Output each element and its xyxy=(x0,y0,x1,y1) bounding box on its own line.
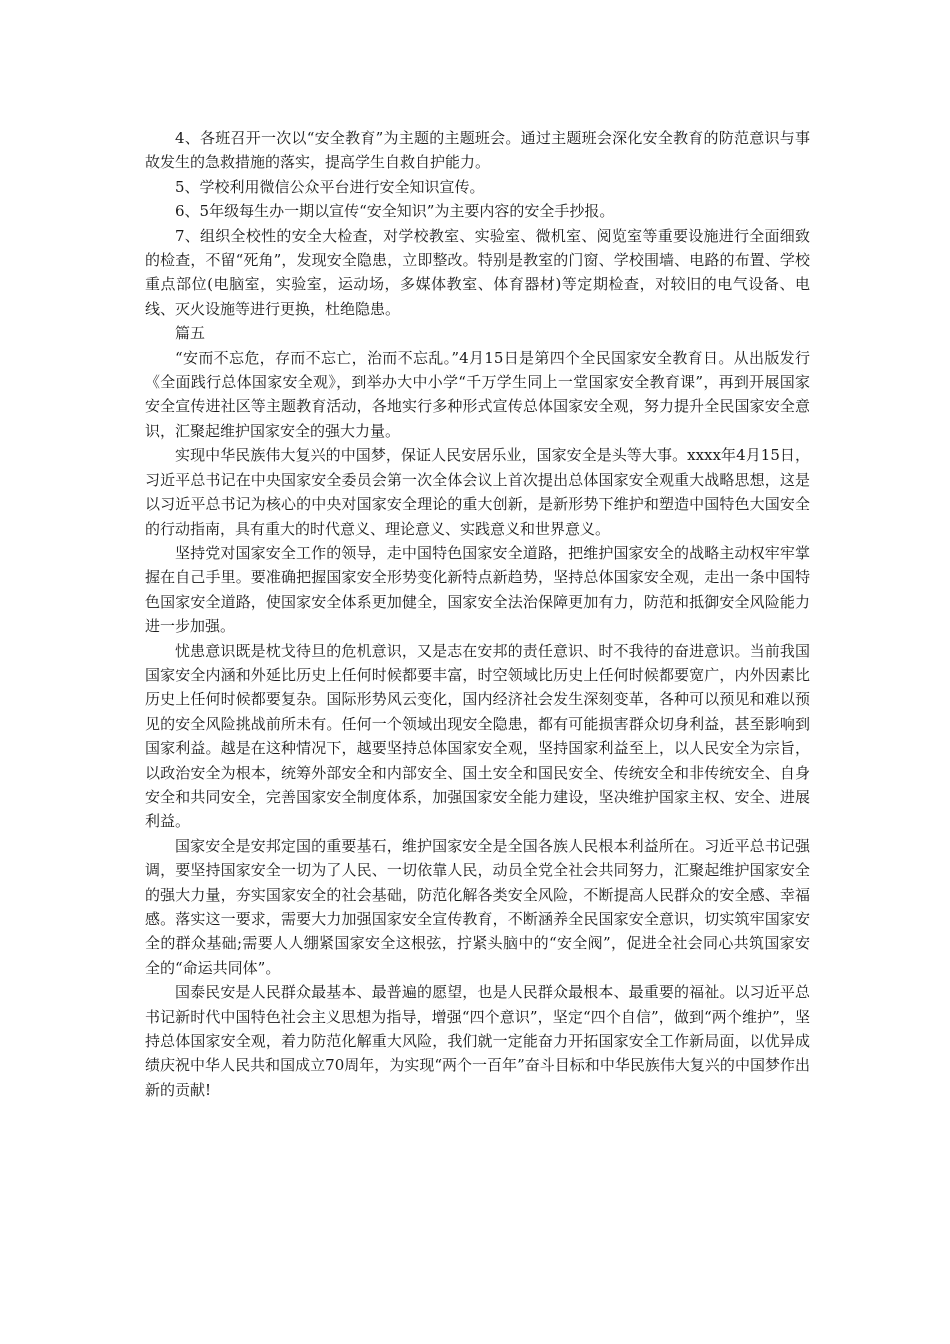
section-paragraph-6: 国泰民安是人民群众最基本、最普遍的愿望，也是人民群众最根本、最重要的福祉。以习近平总书记新时代中国特色社会主义思想为指导，增强“四个意识”，坚定“四个自信”，做到“两个维护”，坚持总体国家安全观，着力防范化解重大风险，我们就一定能奋力开拓国家安全工作新局面，以优异成绩庆祝中华人民共和国成立70周年，为实现“两个一百年”奋斗目标和中华民族伟大复兴的中国梦作出新的贡献! xyxy=(145,983,810,1099)
document-body xyxy=(145,126,810,1102)
section-paragraph-1: “安而不忘危，存而不忘亡，治而不忘乱。”4月15日是第四个全民国家安全教育日。从出版发行《全面践行总体国家安全观》，到举办大中小学“千万学生同上一堂国家安全教育课”，再到开展国家安全宣传进社区等主题教育活动，各地实行多种形式宣传总体国家安全观，努力提升全民国家安全意识，汇聚起维护国家安全的强大力量。 xyxy=(145,348,810,440)
section-paragraph-3: 坚持党对国家安全工作的领导，走中国特色国家安全道路，把维护国家安全的战略主动权牢牢掌握在自己手里。要准确把握国家安全形势变化新特点新趋势，坚持总体国家安全观，走出一条中国特色国家安全道路，使国家安全体系更加健全，国家安全法治保障更加有力，防范和抵御安全风险能力进一步加强。 xyxy=(145,543,810,636)
paragraph-item-6: 6、5年级每生办一期以宣传“安全知识”为主要内容的安全手抄报。 xyxy=(175,202,615,221)
paragraph-item-4: 4、各班召开一次以“安全教育”为主题的主题班会。通过主题班会深化安全教育的防范意识与事故发生的急救措施的落实，提高学生自救自护能力。 xyxy=(145,129,810,172)
section-paragraph-5: 国家安全是安邦定国的重要基石，维护国家安全是全国各族人民根本利益所在。习近平总书记强调，要坚持国家安全一切为了人民、一切依靠人民，动员全党全社会共同努力，汇聚起维护国家安全的强大力量，夯实国家安全的社会基础，防范化解各类安全风险，不断提高人民群众的安全感、幸福感。落实这一要求，需要大力加强国家安全宣传教育，不断涵养全民国家安全意识，切实筑牢国家安全的群众基础;需要人人绷紧国家安全这根弦，拧紧头脑中的“安全阀”，促进全社会同心共筑国家安全的“命运共同体”。 xyxy=(145,836,810,977)
section-paragraph-2: 实现中华民族伟大复兴的中国梦，保证人民安居乐业，国家安全是头等大事。xxxx年4月15日，习近平总书记在中央国家安全委员会第一次全体会议上首次提出总体国家安全观重大战略思想，这是以习近平总书记为核心的中央对国家安全理论的重大创新，是新形势下维护和塑造中国特色大国安全的行动指南，具有重大的时代意义、理论意义、实践意义和世界意义。 xyxy=(145,446,810,538)
paragraph-item-5: 5、学校利用微信公众平台进行安全知识宣传。 xyxy=(175,177,485,196)
section-heading: 篇五 xyxy=(175,324,206,343)
section-paragraph-4: 忧患意识既是枕戈待旦的危机意识，又是志在安邦的责任意识、时不我待的奋进意识。当前我国国家安全内涵和外延比历史上任何时候都要丰富，时空领域比历史上任何时候都要宽广，内外因素比历史上任何时候都要复杂。国际形势风云变化，国内经济社会发生深刻变革，各种可以预见和难以预见的安全风险挑战前所未有。任何一个领域出现安全隐患，都有可能损害群众切身利益，甚至影响到国家利益。越是在这种情况下，越要坚持总体国家安全观，坚持国家利益至上，以人民安全为宗旨，以政治安全为根本，统筹外部安全和内部安全、国土安全和国民安全、传统安全和非传统安全、自身安全和共同安全，完善国家安全制度体系，加强国家安全能力建设，坚决维护国家主权、安全、进展利益。 xyxy=(145,641,810,831)
paragraph-item-7: 7、组织全校性的安全大检查，对学校教室、实验室、微机室、阅览室等重要设施进行全面细致的检查，不留“死角”，发现安全隐患，立即整改。特别是教室的门窗、学校围墙、电路的布置、学校重点部位(电脑室，实验室，运动场，多媒体教室、体育器材)等定期检查，对较旧的电气设备、电线、灭火设施等进行更换，杜绝隐患。 xyxy=(145,226,810,318)
